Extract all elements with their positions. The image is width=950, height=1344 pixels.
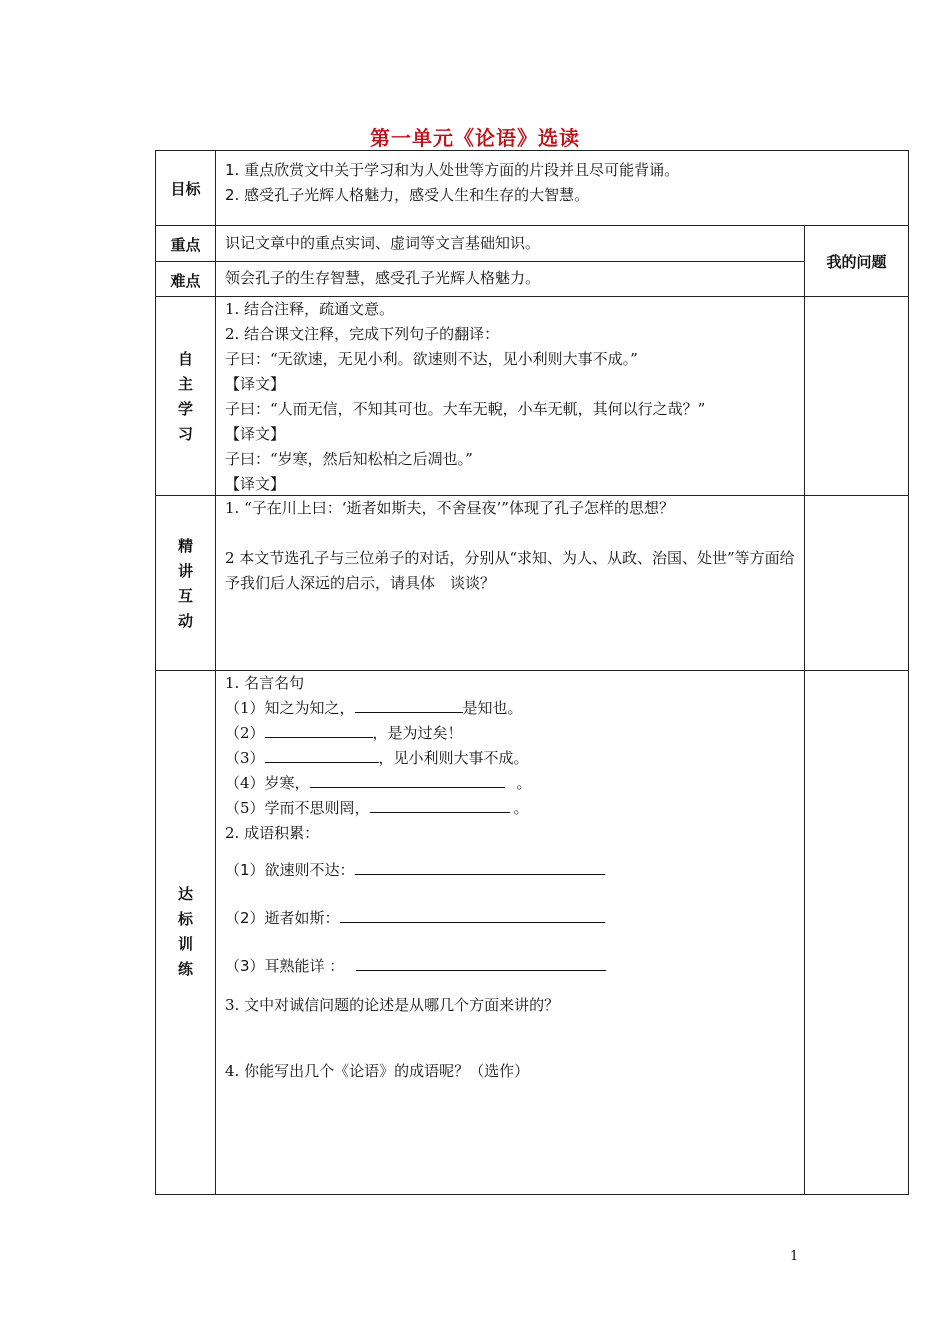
text-line: 子曰：“人而无信，不知其可也。大车无輗，小车无軏，其何以行之哉？” xyxy=(225,400,706,418)
label-char: 互 xyxy=(177,587,193,605)
self-study-content xyxy=(225,297,705,497)
prompt-text: 。 xyxy=(513,799,529,817)
question: 4. 你能写出几个《论语》的成语呢？（选作） xyxy=(225,1062,530,1080)
section-title: 1. 名言名句 xyxy=(225,674,305,692)
prompt-text: （5）学而不思则罔， xyxy=(225,799,370,817)
text-line: 子曰：“无欲速，无见小利。欲速则不达，见小利则大事不成。” xyxy=(225,350,638,368)
page-title: 第一单元《论语》选读 xyxy=(370,126,580,150)
prompt-text: （4）岁寒， xyxy=(225,774,310,792)
self-study-label xyxy=(155,347,216,447)
question: 3. 文中对诚信问题的论述是从哪几个方面来讲的？ xyxy=(225,996,560,1014)
section-title: 2. 成语积累： xyxy=(225,824,320,842)
prompt-text: 。 xyxy=(516,774,532,792)
answer-blank[interactable] xyxy=(265,747,379,763)
prompt-text: ，见小利则大事不成。 xyxy=(378,749,529,767)
idiom-prompt: （3）耳熟能详 ： xyxy=(225,957,345,975)
label-char: 习 xyxy=(177,425,193,443)
idiom-prompt: （1）欲速则不达： xyxy=(225,861,355,879)
answer-blank[interactable] xyxy=(310,772,505,788)
text-line: 1. 结合注释，疏通文意。 xyxy=(225,300,395,318)
prompt-text: （1）知之为知之， xyxy=(225,699,355,717)
focus-text-line: 识记文章中的重点实词、虚词等文言基础知识。 xyxy=(225,234,541,252)
focus-text xyxy=(225,231,540,256)
question: 2 本文节选孔子与三位弟子的对话，分别从“求知、为人、从政、治国、处世”等方面给予我们后人深远的启示，请具体 谈谈？ xyxy=(225,549,795,592)
label-char: 达 xyxy=(177,885,193,903)
label-char: 学 xyxy=(177,400,193,418)
page-number: 1 xyxy=(790,1249,799,1264)
question: 1. “子在川上曰：‘逝者如斯夫，不舍昼夜’”体现了孔子怎样的思想？ xyxy=(225,499,674,517)
goal-item: 1. 重点欣赏文中关于学习和为人处世等方面的片段并且尽可能背诵。 xyxy=(225,161,680,179)
label-char: 讲 xyxy=(177,562,193,580)
training-label xyxy=(155,882,216,982)
idiom-item xyxy=(225,906,606,930)
label-char: 自 xyxy=(177,350,193,368)
text-line: 子曰：“岁寒，然后知松柏之后凋也。” xyxy=(225,450,473,468)
answer-blank[interactable] xyxy=(355,858,605,875)
difficulty-label: 难点 xyxy=(170,272,201,290)
fill-blank-item xyxy=(225,796,606,821)
fill-blank-item xyxy=(225,721,606,746)
label-char: 精 xyxy=(177,537,193,555)
prompt-text: 是知也。 xyxy=(462,699,523,717)
difficulty-text-line: 领会孔子的生存智慧，感受孔子光辉人格魅力。 xyxy=(225,269,541,287)
answer-blank[interactable] xyxy=(340,906,605,923)
answer-blank[interactable] xyxy=(265,722,373,738)
idiom-item xyxy=(225,954,606,978)
text-line: 2. 结合课文注释，完成下列句子的翻译： xyxy=(225,325,500,343)
goals-list xyxy=(225,158,679,208)
my-questions-header: 我的问题 xyxy=(826,253,887,271)
label-char: 训 xyxy=(177,935,193,953)
goals-label: 目标 xyxy=(170,180,201,198)
goal-item: 2. 感受孔子光辉人格魅力，感受人生和生存的大智慧。 xyxy=(225,186,590,204)
answer-blank[interactable] xyxy=(356,954,606,971)
prompt-text: （2） xyxy=(225,724,265,742)
idiom-item xyxy=(225,858,606,882)
prompt-text: （3） xyxy=(225,749,265,767)
idiom-prompt: （2）逝者如斯： xyxy=(225,909,340,927)
fill-blank-item xyxy=(225,696,606,721)
label-char: 动 xyxy=(177,612,193,630)
translation-label: 【译文】 xyxy=(225,375,286,393)
prompt-text: ，是为过矣！ xyxy=(372,724,463,742)
translation-label: 【译文】 xyxy=(225,425,286,443)
label-char: 主 xyxy=(177,375,193,393)
focus-label: 重点 xyxy=(170,236,201,254)
fill-blank-item xyxy=(225,746,606,771)
answer-blank[interactable] xyxy=(355,697,463,713)
label-char: 练 xyxy=(177,960,193,978)
interaction-content xyxy=(225,496,805,596)
difficulty-text xyxy=(225,266,540,291)
interaction-label xyxy=(155,534,216,634)
answer-blank[interactable] xyxy=(370,797,510,813)
study-sheet-table xyxy=(155,150,909,1195)
translation-label: 【译文】 xyxy=(225,475,286,493)
label-char: 标 xyxy=(177,910,193,928)
fill-blank-item xyxy=(225,771,606,796)
training-content xyxy=(225,671,606,1084)
